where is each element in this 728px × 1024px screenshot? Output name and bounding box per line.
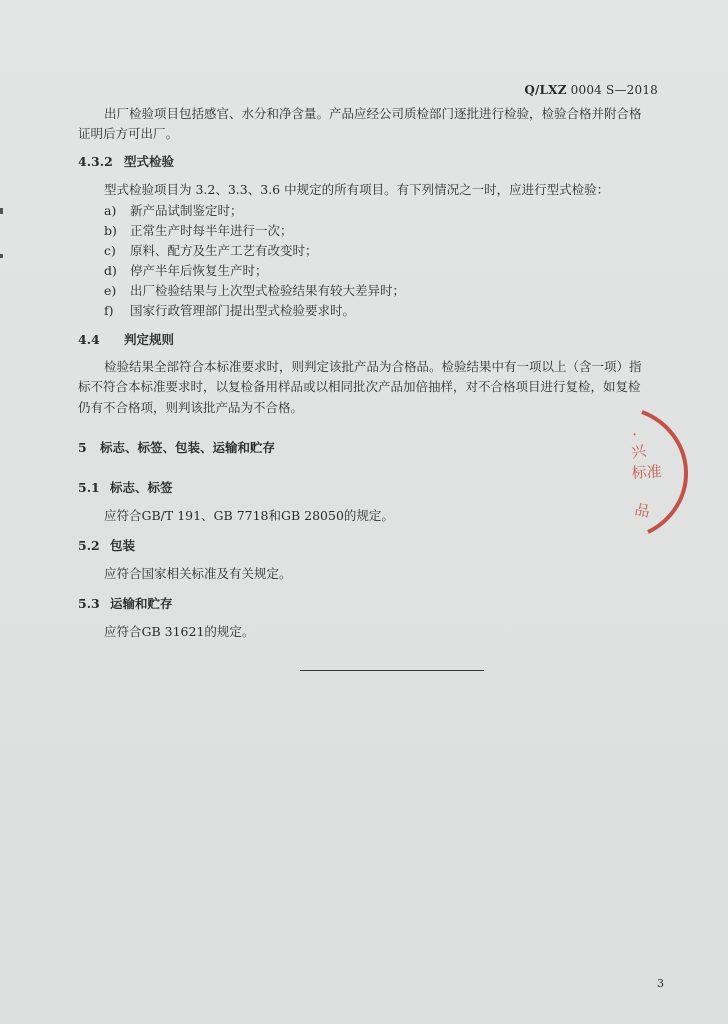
standard-code-suffix: 0004 S—2018 <box>570 83 658 97</box>
section-number: 5.2 <box>78 538 100 553</box>
section-5-2-body: 应符合国家相关标准及有关规定。 <box>104 566 292 581</box>
section-5-2-heading <box>78 536 135 554</box>
section-title: 判定规则 <box>124 332 175 347</box>
section-5-1-body: 应符合GB/T 191、GB 7718和GB 28050的规定。 <box>104 508 394 523</box>
section-title: 运输和贮存 <box>110 596 173 611</box>
list-label: a) <box>104 203 117 218</box>
svg-text:兴: 兴 <box>629 441 648 462</box>
section-title: 标志、标签 <box>110 480 173 495</box>
section-title: 标志、标签、包装、运输和贮存 <box>100 440 276 455</box>
section-4-4-line-3: 仍有不合格项，则判该批产品为不合格。 <box>78 400 304 415</box>
intro-line-1: 出厂检验项目包括感官、水分和净含量。产品应经公司质检部门逐批进行检验，检验合格并附合格 <box>104 106 642 121</box>
page-number: 3 <box>657 977 664 990</box>
section-number: 5.1 <box>78 480 100 495</box>
section-5-heading <box>78 438 275 456</box>
list-label: d) <box>104 263 117 278</box>
list-label: b) <box>104 223 117 238</box>
list-text: 正常生产时每半年进行一次； <box>130 223 293 238</box>
list-label: c) <box>104 243 116 258</box>
list-item <box>104 241 318 261</box>
intro-line-2: 证明后方可出厂。 <box>78 126 179 141</box>
section-number: 5 <box>78 440 87 455</box>
scan-artifact <box>0 254 3 258</box>
section-title: 型式检验 <box>124 154 175 169</box>
scan-artifact <box>0 208 3 214</box>
section-5-1-heading <box>78 478 173 496</box>
list-item <box>104 301 355 321</box>
section-4-4-heading <box>78 330 174 348</box>
section-number: 4.3.2 <box>78 154 113 169</box>
list-item <box>104 201 243 221</box>
standard-code <box>524 83 658 97</box>
section-5-3-heading <box>78 594 173 612</box>
svg-text:品: 品 <box>633 500 652 522</box>
list-text: 停产半年后恢复生产时； <box>130 263 268 278</box>
standard-code-prefix: Q/LXZ <box>524 83 567 97</box>
list-text: 国家行政管理部门提出型式检验要求时。 <box>130 303 356 318</box>
svg-text:·: · <box>629 425 640 444</box>
stamp-text: 标准 <box>631 462 663 482</box>
list-label: f) <box>104 303 114 318</box>
list-item <box>104 221 293 241</box>
section-title: 包装 <box>110 538 136 553</box>
section-number: 5.3 <box>78 596 100 611</box>
end-of-document-rule <box>300 670 484 671</box>
list-label: e) <box>104 283 117 298</box>
list-text: 新产品试制鉴定时； <box>130 203 243 218</box>
section-4-4-line-1: 检验结果全部符合本标准要求时，则判定该批产品为合格品。检验结果中有一项以上（含一项）指 <box>104 359 642 374</box>
list-text: 出厂检验结果与上次型式检验结果有较大差异时； <box>130 283 406 298</box>
section-number: 4.4 <box>78 332 100 347</box>
company-seal-stamp <box>602 400 728 540</box>
list-item <box>104 261 268 281</box>
section-4-3-2-body: 型式检验项目为 3.2、3.3、3.6 中规定的所有项目。有下列情况之一时，应进行型式检验： <box>104 182 610 197</box>
list-item <box>104 281 405 301</box>
section-4-4-line-2: 标不符合本标准要求时，以复检备用样品或以相同批次产品加倍抽样，对不合格项目进行复检，如复检 <box>78 379 641 394</box>
section-5-3-body: 应符合GB 31621的规定。 <box>104 624 255 639</box>
section-4-3-2-heading <box>78 152 174 170</box>
list-text: 原料、配方及生产工艺有改变时； <box>130 243 318 258</box>
